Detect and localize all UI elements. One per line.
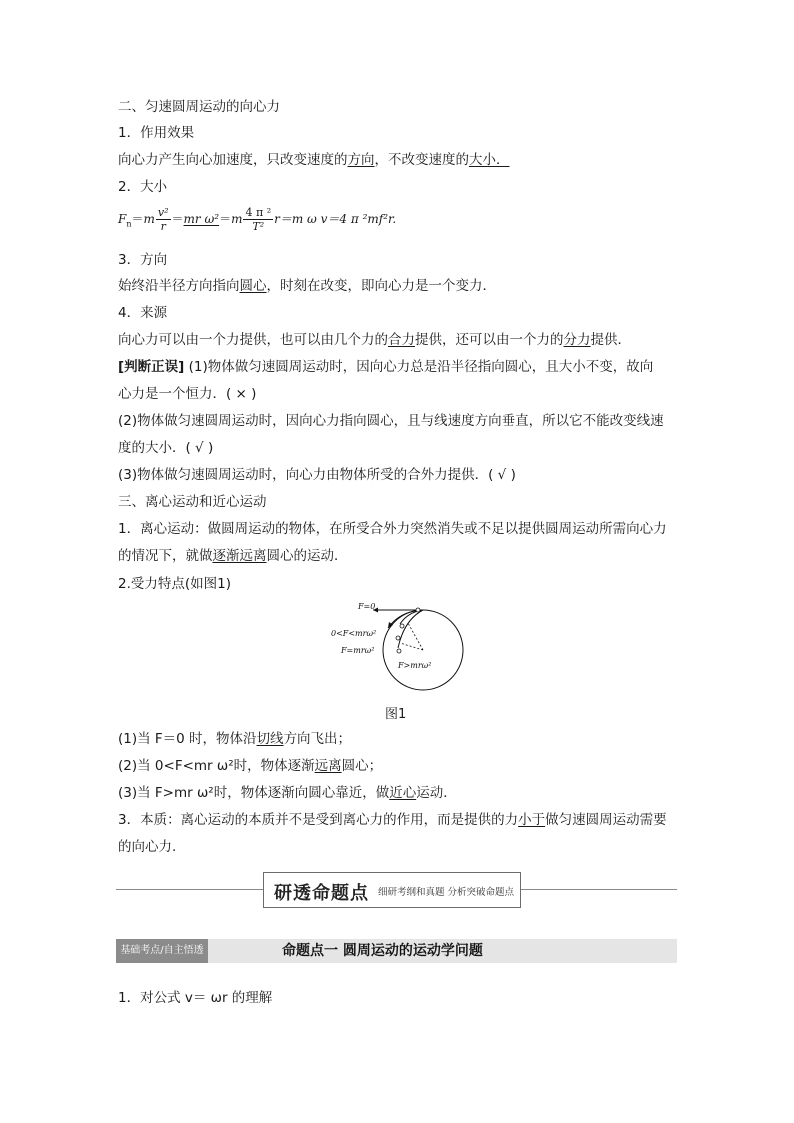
object-dot [416, 608, 420, 612]
judge-item-2-cont: 度的大小．( √ ) [118, 440, 214, 456]
label-f-greater: F>mrω² [398, 661, 432, 670]
subheading-direction: 3．方向 [118, 252, 168, 268]
paragraph-effect: 向心力产生向心加速度，只改变速度的方向，不改变速度的大小． [118, 152, 510, 168]
banner-rule-left [116, 889, 263, 890]
answer-blank: 圆心 [239, 278, 267, 294]
answer-blank: mr ω² [183, 212, 220, 226]
fraction: $\frac{\text{v²}}{r}$ [157, 206, 169, 233]
banner-rule-right [519, 889, 677, 890]
answer-blank: 小于 [518, 812, 546, 828]
label-f-equal: F=mrω² [341, 646, 375, 655]
object-dot [396, 636, 400, 640]
centrifugal-motion-figure [328, 598, 468, 698]
fraction: $\frac{\text{4 π ²}}{\text{T²}}$ [245, 206, 272, 233]
answer-blank: 近心 [389, 785, 417, 801]
answer-blank: 逐渐远离 [212, 548, 267, 564]
case-2: (2)当 0<F<mr ω²时，物体逐渐远离圆心； [118, 758, 383, 774]
paragraph-centrifugal-def: 1．离心运动：做圆周运动的物体，在所受合外力突然消失或不足以提供圆周运动所需向心力 [118, 521, 667, 537]
paragraph-source: 向心力可以由一个力提供，也可以由几个力的合力提供，还可以由一个力的分力提供． [118, 332, 631, 348]
judge-item-3: (3)物体做匀速圆周运动时，向心力由物体所受的合外力提供．( √ ) [118, 467, 516, 483]
centripetal-force-formula: $F_n=m$ $\frac{\text{v²}}{r}$ ＝mr ω²＝m $\frac{\text{4 π ²}}{\text{T²}}$ r＝m ω v＝4 π ²mf²r. [118, 206, 397, 233]
paragraph-direction: 始终沿半径方向指向圆心，时刻在改变，即向心力是一个变力． [118, 278, 496, 294]
case-1: (1)当 F＝0 时，物体沿切线方向飞出； [118, 731, 352, 747]
label-f-less: 0<F<mrω² [331, 629, 377, 638]
section-heading-uniform-circular-force: 二、匀速圆周运动的向心力 [118, 99, 280, 115]
judge-item-2: (2)物体做匀速圆周运动时，因向心力指向圆心，且与线速度方向垂直，所以它不能改变线速 [118, 413, 664, 429]
paragraph-centrifugal-def-cont: 的情况下，就做逐渐远离圆心的运动． [118, 548, 348, 564]
paragraph-essence: 3．本质：离心运动的本质并不是受到离心力的作用，而是提供的力小于做匀速圆周运动需要 [118, 812, 667, 828]
section-heading-centrifugal: 三、离心运动和近心运动 [118, 494, 267, 510]
banner-subtitle: 细研考纲和真题 分析突破命题点 [378, 887, 515, 898]
judge-item-1-cont: 心力是一个恒力．( × ) [118, 386, 257, 402]
paragraph-essence-cont: 的向心力. [118, 839, 177, 855]
topic-bar [116, 939, 677, 963]
label-f-zero: F=0 [358, 602, 376, 611]
case-3: (3)当 F>mr ω²时，物体逐渐向圆心靠近，做近心运动． [118, 785, 457, 801]
object-dot [397, 649, 401, 653]
subheading-source: 4．来源 [118, 305, 168, 321]
banner-title: 研透命题点 [274, 883, 369, 904]
subheading-magnitude: 2．大小 [118, 179, 168, 195]
answer-blank: 方向 [347, 152, 375, 168]
judge-tag: [判断正误] [118, 359, 185, 375]
judge-item-1: [判断正误] (1)物体做匀速圆周运动时，因向心力总是沿半径指向圆心，且大小不变，故向 [118, 359, 654, 375]
answer-blank: 分力 [563, 332, 591, 348]
topic-title: 命题点一 圆周运动的运动学问题 [282, 943, 483, 959]
object-dot [400, 624, 404, 628]
answer-blank: 切线 [256, 731, 284, 747]
subheading-effect: 1．作用效果 [118, 125, 195, 141]
figure-caption: 图1 [385, 707, 407, 722]
item-formula-understanding: 1．对公式 v＝ ωr 的理解 [118, 990, 273, 1006]
radius-dashed-line [400, 643, 423, 650]
topic-tag: 基础考点/自主悟透 [116, 939, 208, 963]
section-banner [263, 872, 521, 908]
answer-blank: 合力 [388, 332, 415, 348]
answer-blank: 远离 [314, 758, 342, 774]
subheading-force-features: 2.受力特点(如图1) [118, 576, 232, 592]
answer-blank: 大小． [469, 152, 510, 168]
